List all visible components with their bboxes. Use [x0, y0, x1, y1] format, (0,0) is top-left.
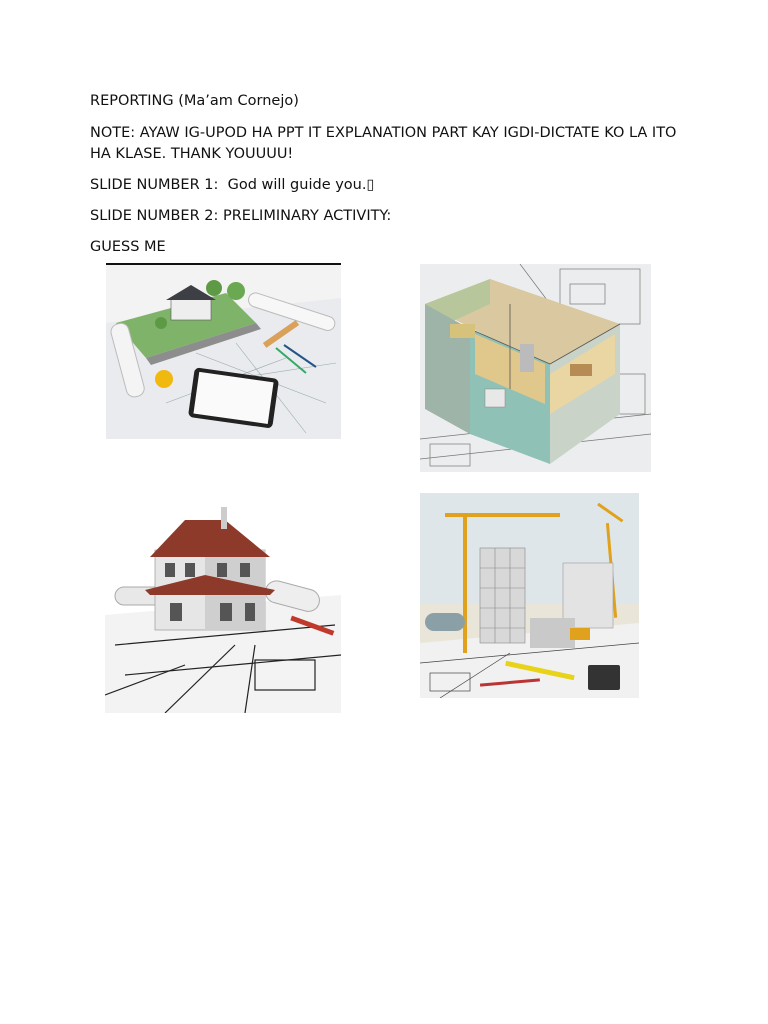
note-paragraph: NOTE: AYAW IG-UPOD HA PPT IT EXPLANATION PART KAY IGDI-DICTATE KO LA ITO HA KLASE. THANK YOUUUU!: [90, 125, 682, 162]
house-on-blueprints-image: [105, 495, 341, 713]
guess-me-label: GUESS ME: [90, 239, 166, 255]
slide-2-line: SLIDE NUMBER 2: PRELIMINARY ACTIVITY:: [90, 208, 392, 224]
reporting-heading: REPORTING (Ma’am Cornejo): [90, 93, 299, 109]
slide-1-line: SLIDE NUMBER 1: God will guide you.▯: [90, 177, 375, 193]
blueprint-house-model-image: [106, 263, 341, 439]
cutaway-floorplan-image: [420, 264, 651, 472]
construction-cranes-image: [420, 493, 639, 698]
